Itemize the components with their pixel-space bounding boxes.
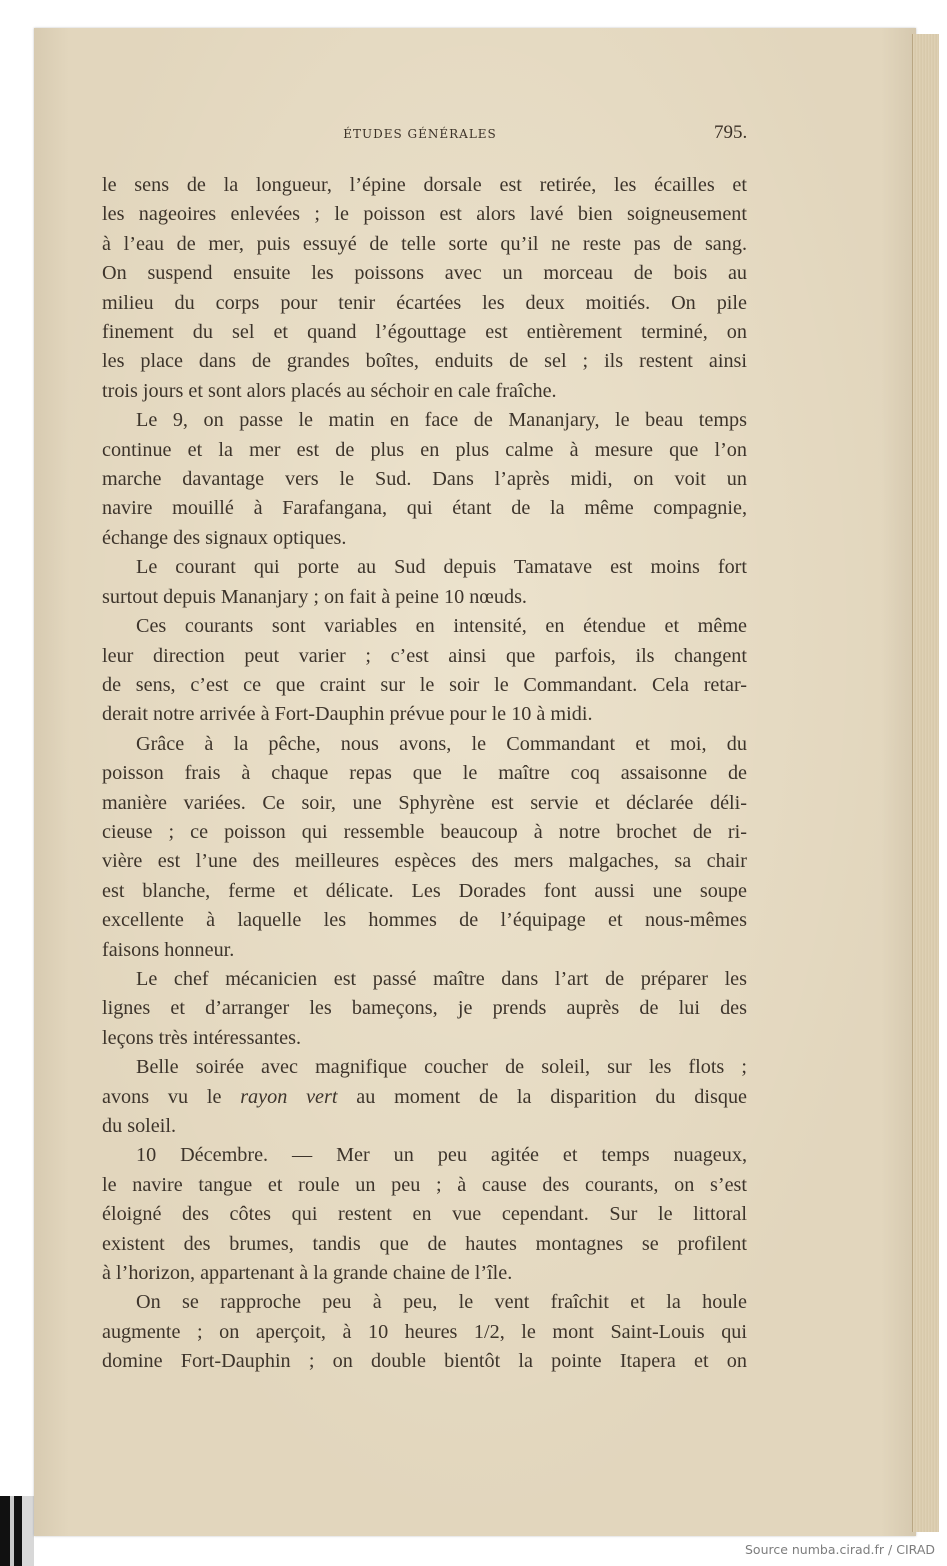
- text-line: les nageoires enlevées ; le poisson est alors lavé bien soigneusement: [102, 203, 747, 226]
- text-line: les place dans de grandes boîtes, enduits de sel ; ils restent ainsi: [102, 350, 747, 373]
- text-line: échange des signaux optiques.: [102, 526, 347, 549]
- text-line: On suspend ensuite les poissons avec un morceau de bois au: [102, 262, 747, 285]
- text-line: leur direction peut varier ; c’est ainsi que parfois, ils changent: [102, 644, 747, 667]
- text-line: 10 Décembre. — Mer un peu agitée et temps nuageux,: [136, 1144, 747, 1167]
- text-line: éloigné des côtes qui restent en vue cependant. Sur le littoral: [102, 1203, 747, 1226]
- paragraph: [102, 1288, 747, 1376]
- paragraph: [102, 965, 747, 1053]
- text-line: milieu du corps pour tenir écartées les deux moitiés. On pile: [102, 291, 747, 314]
- text-line: augmente ; on aperçoit, à 10 heures 1/2, le mont Saint-Louis qui: [102, 1320, 747, 1343]
- text-line: le navire tangue et roule un peu ; à cause des courants, on s’est: [102, 1173, 747, 1196]
- text-line: manière variées. Ce soir, une Sphyrène est servie et déclarée déli-: [102, 791, 747, 814]
- text-line: Le 9, on passe le matin en face de Mananjary, le beau temps: [136, 409, 747, 432]
- text-line: cieuse ; ce poisson qui ressemble beaucoup à notre brochet de ri-: [102, 820, 747, 843]
- text-line: [102, 1083, 747, 1112]
- text-line: poisson frais à chaque repas que le maître coq assaisonne de: [102, 762, 747, 785]
- paragraph: [102, 553, 747, 612]
- text-line: est blanche, ferme et délicate. Les Dorades font aussi une soupe: [102, 879, 747, 902]
- page-number: 795.: [714, 122, 748, 143]
- text-run: au moment de la disparition du disque: [337, 1085, 747, 1108]
- text-run: avons vu le: [102, 1085, 241, 1108]
- text-line: du soleil.: [102, 1115, 177, 1137]
- paragraph: [102, 171, 747, 406]
- body-text: [102, 171, 747, 1377]
- paragraph: [102, 406, 747, 553]
- text-line: derait notre arrivée à Fort-Dauphin prévue pour le 10 à midi.: [102, 703, 593, 726]
- text-line: trois jours et sont alors placés au séchoir en cale fraîche.: [102, 379, 557, 402]
- text-line: faisons honneur.: [102, 938, 235, 961]
- text-line: continue et la mer est de plus en plus calme à mesure que l’on: [102, 438, 747, 461]
- text-line: domine Fort-Dauphin ; on double bientôt la pointe Itapera et on: [102, 1350, 747, 1373]
- text-line: le sens de la longueur, l’épine dorsale est retirée, les écailles et: [102, 174, 747, 196]
- text-line: vière est l’une des meilleures espèces des mers malgaches, sa chair: [102, 850, 747, 873]
- page-stack-edges: [912, 34, 939, 1532]
- text-line: finement du sel et quand l’égouttage est entièrement terminé, on: [102, 321, 747, 344]
- text-line: Le courant qui porte au Sud depuis Tamatave est moins fort: [136, 556, 747, 579]
- text-line: On se rapproche peu à peu, le vent fraîchit et la houle: [136, 1291, 747, 1314]
- paragraph: [102, 612, 747, 730]
- paragraph: [102, 1141, 747, 1288]
- text-line: de sens, c’est ce que craint sur le soir le Commandant. Cela retar-: [102, 673, 747, 696]
- text-line: à l’horizon, appartenant à la grande chaine de l’île.: [102, 1262, 513, 1285]
- running-head: ÉTUDES GÉNÉRALES: [343, 127, 497, 141]
- text-line: existent des brumes, tandis que de hautes montagnes se profilent: [102, 1232, 747, 1255]
- text-line: Le chef mécanicien est passé maître dans l’art de préparer les: [136, 967, 747, 990]
- text-line: leçons très intéressantes.: [102, 1026, 302, 1049]
- text-line: marche davantage vers le Sud. Dans l’après midi, on voit un: [102, 468, 747, 491]
- text-line: Grâce à la pêche, nous avons, le Commandant et moi, du: [136, 732, 747, 755]
- text-line: lignes et d’arranger les bameçons, je prends auprès de lui des: [102, 997, 747, 1020]
- text-line: Ces courants sont variables en intensité, en étendue et même: [136, 615, 747, 638]
- text-line: navire mouillé à Farafangana, qui étant de la même compagnie,: [102, 497, 747, 520]
- paragraph: [102, 730, 747, 965]
- book-binding-edge: [0, 1496, 34, 1566]
- text-line: excellente à laquelle les hommes de l’équipage et nous-mêmes: [102, 909, 747, 932]
- text-line: Belle soirée avec magnifique coucher de soleil, sur les flots ;: [136, 1056, 747, 1079]
- text-line: à l’eau de mer, puis essuyé de telle sorte qu’il ne reste pas de sang.: [102, 232, 747, 255]
- italic-phrase: rayon vert: [240, 1085, 338, 1108]
- source-credit: Source numba.cirad.fr / CIRAD: [744, 1542, 935, 1557]
- paragraph: [102, 1053, 747, 1141]
- text-line: surtout depuis Mananjary ; on fait à peine 10 nœuds.: [102, 585, 527, 608]
